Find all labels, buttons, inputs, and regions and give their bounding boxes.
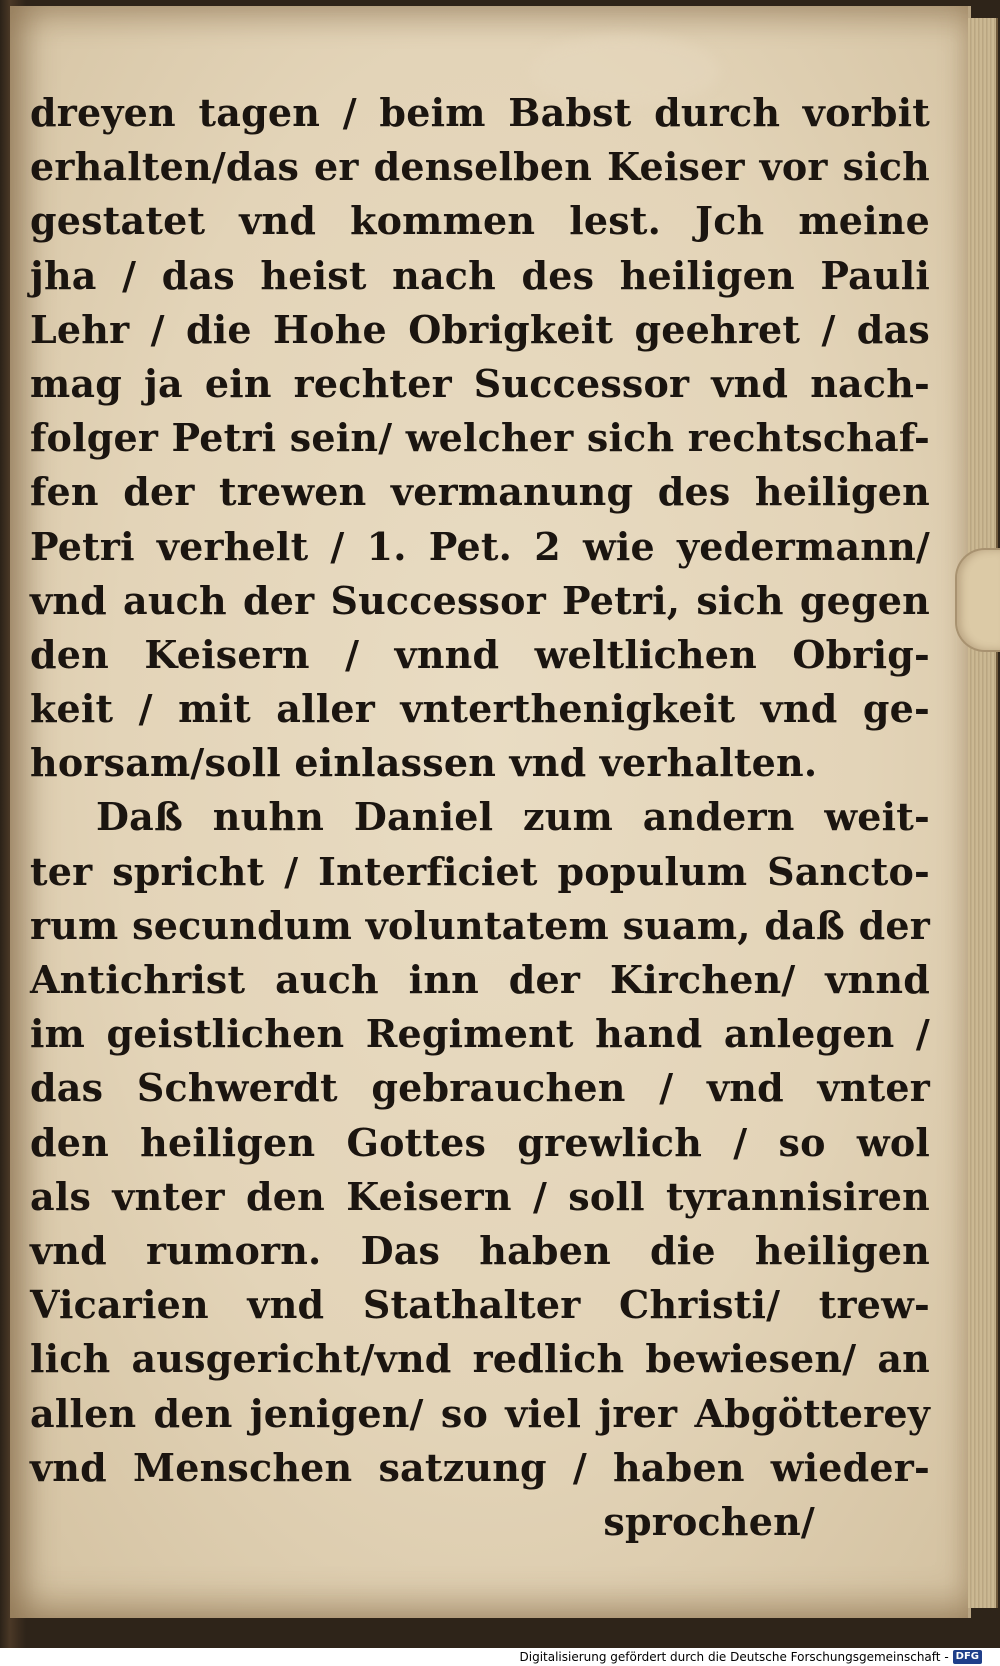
text-line: vnd rumorn. Das haben die heiligen bbox=[30, 1227, 930, 1273]
text-line: Antichrist auch inn der Kirchen/ vnnd bbox=[30, 957, 930, 1002]
thumb-tab bbox=[955, 548, 1000, 652]
text-line: keit / mit aller vnterthenigkeit vnd ge- bbox=[30, 686, 930, 732]
text-line: im geistlichen Regiment hand anlegen / bbox=[30, 1011, 930, 1057]
digitization-credit bbox=[520, 1649, 983, 1665]
text-line: das Schwerdt gebrauchen / vnd vnter bbox=[30, 1065, 930, 1111]
text-line: lich ausgericht/vnd redlich bewiesen/ an bbox=[30, 1336, 930, 1382]
text-line: Lehr / die Hohe Obrigkeit geehret / das bbox=[30, 306, 930, 352]
text-line: folger Petri sein/ welcher sich rechtschaf- bbox=[30, 415, 930, 461]
page-edge bbox=[968, 18, 998, 1608]
text-line: rum secundum voluntatem suam, daß der bbox=[30, 902, 930, 948]
catchword: sprochen/ bbox=[603, 1498, 815, 1544]
text-line: horsam/soll einlassen vnd verhalten. bbox=[30, 740, 818, 786]
text-line: als vnter den Keisern / soll tyrannisiren bbox=[30, 1173, 930, 1219]
text-line: den Keisern / vnnd weltlichen Obrig- bbox=[30, 631, 930, 677]
text-line: dreyen tagen / beim Babst durch vorbit bbox=[30, 90, 930, 135]
text-line: den heiligen Gottes grewlich / so wol bbox=[30, 1119, 930, 1165]
text-line: erhalten/das er denselben Keiser vor sich bbox=[30, 144, 930, 190]
text-line: vnd Menschen satzung / haben wieder- bbox=[30, 1444, 930, 1490]
text-line: gestatet vnd kommen lest. Jch meine bbox=[30, 198, 930, 244]
credit-text: Digitalisierung gefördert durch die Deutsche Forschungsgemeinschaft - bbox=[519, 1650, 949, 1664]
text-line: ter spricht / Interficiet populum Sancto- bbox=[30, 848, 930, 894]
text-line: allen den jenigen/ so viel jrer Abgötterey bbox=[30, 1390, 930, 1436]
text-line: mag ja ein rechter Successor vnd nach- bbox=[30, 360, 930, 406]
dfg-logo: DFG bbox=[953, 1650, 982, 1664]
text-line: Daß nuhn Daniel zum andern weit- bbox=[96, 794, 930, 840]
text-line: fen der trewen vermanung des heiligen bbox=[30, 469, 930, 515]
text-line: jha / das heist nach des heiligen Pauli bbox=[30, 252, 930, 298]
page-text bbox=[30, 86, 930, 1549]
text-line: Petri verhelt / 1. Pet. 2 wie yedermann/ bbox=[30, 523, 930, 569]
text-line: Vicarien vnd Stathalter Christi/ trew- bbox=[30, 1282, 930, 1328]
text-line: vnd auch der Successor Petri, sich gegen bbox=[30, 577, 930, 623]
